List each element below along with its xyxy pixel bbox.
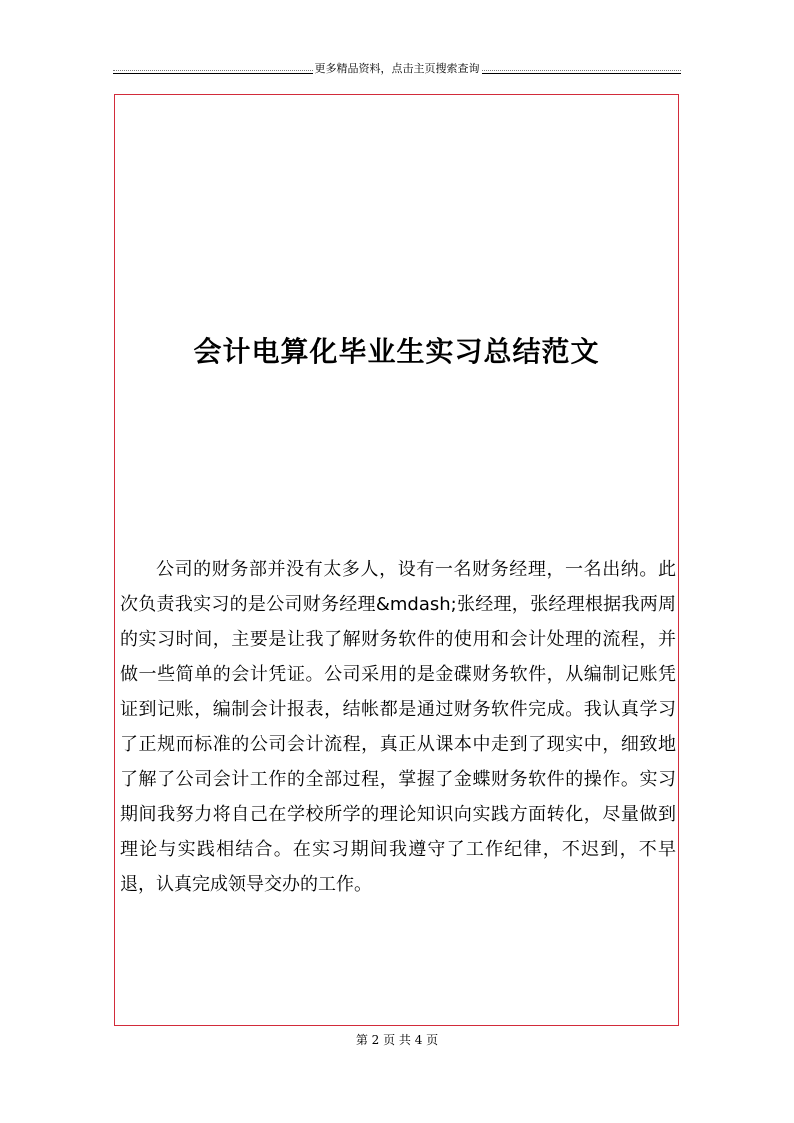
header-link-text[interactable]: 更多精品资料，点击主页搜索查询 [314,62,480,75]
page-number: 第 2 页 共 4 页 [355,1033,439,1047]
page-header [0,60,794,76]
body-paragraph: 公司的财务部并没有太多人，设有一名财务经理，一名出纳。此次负责我实习的是公司财务经理&mdash;张经理，张经理根据我两周的实习时间，主要是让我了解财务软件的使用和会计处理的流程，并做一些简单的会计凭证。公司采用的是金碟财务软件，从编制记账凭证到记账，编制会计报表，结帐都是通过财务软件完成。我认真学习了正规而标准的公司会计流程，真正从课本中走到了现实中，细致地了解了公司会计工作的全部过程，掌握了金蝶财务软件的操作。实习期间我努力将自己在学校所学的理论知识向实践方面转化，尽量做到理论与实践相结合。在实习期间我遵守了工作纪律，不迟到，不早退，认真完成领导交办的工作。 [120,559,676,895]
document-title: 会计电算化毕业生实习总结范文 [193,335,600,368]
